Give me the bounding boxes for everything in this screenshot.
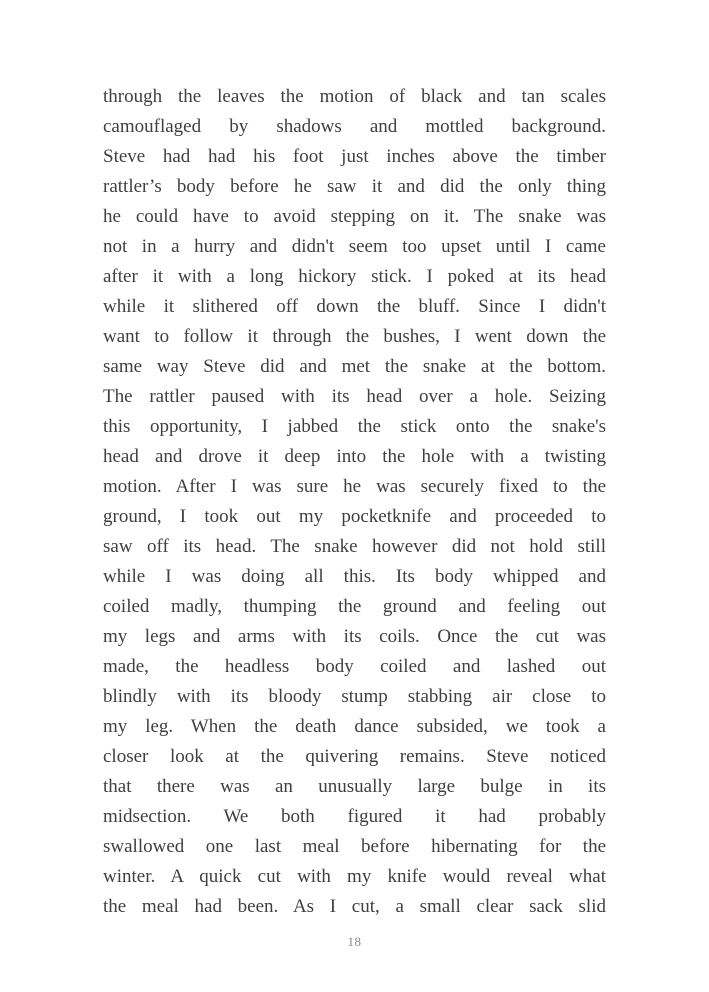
text-line: this opportunity, I jabbed the stick onto the snake's bbox=[103, 416, 606, 437]
text-line: midsection. We both figured it had probably bbox=[103, 806, 606, 827]
text-line: The rattler paused with its head over a hole. Seizing bbox=[103, 386, 606, 407]
text-line: want to follow it through the bushes, I went down the bbox=[103, 326, 606, 347]
text-line: motion. After I was sure he was securely fixed to the bbox=[103, 476, 606, 497]
text-line: saw off its head. The snake however did not hold still bbox=[103, 536, 606, 557]
page-number: 18 bbox=[347, 934, 362, 949]
text-line: same way Steve did and met the snake at the bottom. bbox=[103, 356, 606, 377]
text-line: blindly with its bloody stump stabbing air close to bbox=[103, 686, 606, 707]
text-line: swallowed one last meal before hibernating for the bbox=[103, 836, 606, 857]
text-line: while I was doing all this. Its body whipped and bbox=[103, 566, 606, 587]
text-line: not in a hurry and didn't seem too upset until I came bbox=[103, 236, 606, 257]
text-line: while it slithered off down the bluff. Since I didn't bbox=[103, 296, 606, 317]
text-line: made, the headless body coiled and lashed out bbox=[103, 656, 606, 677]
text-line: he could have to avoid stepping on it. The snake was bbox=[103, 206, 606, 227]
body-text bbox=[103, 82, 606, 922]
text-line: rattler’s body before he saw it and did the only thing bbox=[103, 176, 606, 197]
text-line: my leg. When the death dance subsided, we took a bbox=[103, 716, 606, 737]
text-line: head and drove it deep into the hole with a twisting bbox=[103, 446, 606, 467]
text-line: my legs and arms with its coils. Once the cut was bbox=[103, 626, 606, 647]
text-line: the meal had been. As I cut, a small clear sack slid bbox=[103, 896, 606, 917]
text-line: closer look at the quivering remains. Steve noticed bbox=[103, 746, 606, 767]
text-line: ground, I took out my pocketknife and proceeded to bbox=[103, 506, 606, 527]
text-line: camouflaged by shadows and mottled background. bbox=[103, 116, 606, 137]
text-line: coiled madly, thumping the ground and feeling out bbox=[103, 596, 606, 617]
text-line: that there was an unusually large bulge in its bbox=[103, 776, 606, 797]
text-line: Steve had had his foot just inches above the timber bbox=[103, 146, 606, 167]
text-line: after it with a long hickory stick. I poked at its head bbox=[103, 266, 606, 287]
text-line: through the leaves the motion of black and tan scales bbox=[103, 86, 606, 107]
text-line: winter. A quick cut with my knife would reveal what bbox=[103, 866, 606, 887]
